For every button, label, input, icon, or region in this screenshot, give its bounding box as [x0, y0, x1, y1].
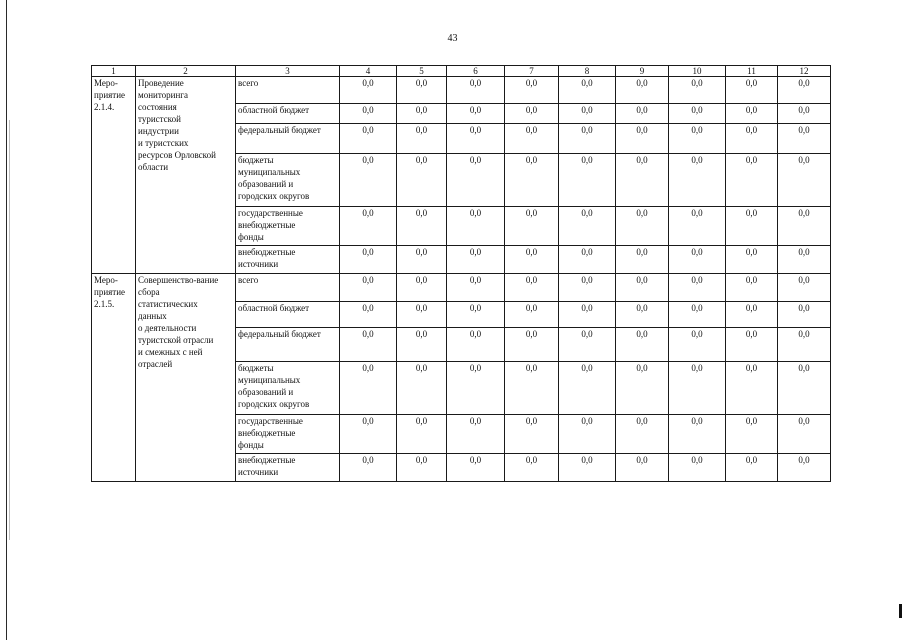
- funding-value: 0,0: [340, 246, 397, 274]
- funding-value: 0,0: [397, 207, 447, 246]
- funding-value: 0,0: [340, 124, 397, 154]
- column-header: 6: [447, 66, 505, 77]
- funding-value: 0,0: [726, 302, 778, 328]
- column-header: 1: [92, 66, 136, 77]
- funding-value: 0,0: [447, 104, 505, 124]
- funding-value: 0,0: [505, 77, 559, 104]
- funding-value: 0,0: [726, 328, 778, 362]
- funding-value: 0,0: [616, 274, 669, 302]
- funding-source: всего: [236, 274, 340, 302]
- funding-value: 0,0: [559, 274, 616, 302]
- funding-value: 0,0: [505, 246, 559, 274]
- funding-value: 0,0: [505, 362, 559, 415]
- funding-table: [91, 65, 831, 482]
- column-header: 8: [559, 66, 616, 77]
- column-header: 10: [669, 66, 726, 77]
- funding-value: 0,0: [778, 328, 831, 362]
- funding-value: 0,0: [447, 77, 505, 104]
- funding-value: 0,0: [726, 77, 778, 104]
- funding-value: 0,0: [397, 246, 447, 274]
- activity-code: Меро- приятие 2.1.4.: [92, 77, 136, 274]
- funding-value: 0,0: [447, 328, 505, 362]
- funding-value: 0,0: [559, 415, 616, 454]
- funding-value: 0,0: [616, 104, 669, 124]
- funding-value: 0,0: [447, 362, 505, 415]
- funding-value: 0,0: [669, 274, 726, 302]
- funding-value: 0,0: [616, 246, 669, 274]
- funding-value: 0,0: [616, 362, 669, 415]
- funding-value: 0,0: [340, 415, 397, 454]
- funding-value: 0,0: [397, 302, 447, 328]
- column-header: 9: [616, 66, 669, 77]
- funding-value: 0,0: [447, 154, 505, 207]
- funding-value: 0,0: [669, 302, 726, 328]
- funding-value: 0,0: [669, 454, 726, 482]
- funding-value: 0,0: [397, 454, 447, 482]
- funding-value: 0,0: [559, 207, 616, 246]
- funding-value: 0,0: [447, 415, 505, 454]
- funding-source: государственные внебюджетные фонды: [236, 415, 340, 454]
- funding-value: 0,0: [778, 104, 831, 124]
- funding-value: 0,0: [340, 77, 397, 104]
- funding-value: 0,0: [726, 124, 778, 154]
- funding-value: 0,0: [340, 207, 397, 246]
- column-header: 11: [726, 66, 778, 77]
- funding-source: областной бюджет: [236, 104, 340, 124]
- activity-name: Проведение мониторинга состояния туристской индустрии и туристских ресурсов Орловской области: [136, 77, 236, 274]
- funding-value: 0,0: [505, 104, 559, 124]
- funding-value: 0,0: [669, 124, 726, 154]
- funding-value: 0,0: [559, 362, 616, 415]
- funding-value: 0,0: [669, 415, 726, 454]
- column-header: 7: [505, 66, 559, 77]
- funding-value: 0,0: [505, 274, 559, 302]
- funding-value: 0,0: [447, 274, 505, 302]
- funding-value: 0,0: [559, 302, 616, 328]
- funding-value: 0,0: [616, 328, 669, 362]
- funding-source: бюджеты муниципальных образований и городских округов: [236, 154, 340, 207]
- funding-value: 0,0: [559, 454, 616, 482]
- funding-value: 0,0: [669, 246, 726, 274]
- page-binding-line: [6, 0, 7, 640]
- header-row: [92, 66, 831, 77]
- funding-value: 0,0: [778, 124, 831, 154]
- funding-value: 0,0: [397, 274, 447, 302]
- column-header: 4: [340, 66, 397, 77]
- funding-value: 0,0: [616, 302, 669, 328]
- funding-value: 0,0: [669, 362, 726, 415]
- funding-value: 0,0: [726, 246, 778, 274]
- funding-value: 0,0: [778, 246, 831, 274]
- funding-value: 0,0: [397, 154, 447, 207]
- funding-value: 0,0: [447, 246, 505, 274]
- funding-source: всего: [236, 77, 340, 104]
- column-header: 3: [236, 66, 340, 77]
- funding-value: 0,0: [505, 454, 559, 482]
- funding-source: федеральный бюджет: [236, 124, 340, 154]
- funding-value: 0,0: [778, 77, 831, 104]
- funding-value: 0,0: [726, 415, 778, 454]
- funding-value: 0,0: [616, 454, 669, 482]
- funding-value: 0,0: [669, 77, 726, 104]
- funding-value: 0,0: [447, 454, 505, 482]
- column-header: 2: [136, 66, 236, 77]
- funding-source: внебюджетные источники: [236, 454, 340, 482]
- column-header: 12: [778, 66, 831, 77]
- funding-value: 0,0: [778, 362, 831, 415]
- funding-value: 0,0: [340, 154, 397, 207]
- funding-value: 0,0: [616, 124, 669, 154]
- funding-value: 0,0: [505, 302, 559, 328]
- funding-value: 0,0: [397, 328, 447, 362]
- funding-value: 0,0: [397, 104, 447, 124]
- funding-value: 0,0: [397, 362, 447, 415]
- funding-value: 0,0: [778, 415, 831, 454]
- funding-value: 0,0: [340, 274, 397, 302]
- activity-code: Меро- приятие 2.1.5.: [92, 274, 136, 482]
- table-row: [92, 77, 831, 104]
- funding-source: бюджеты муниципальных образований и городских округов: [236, 362, 340, 415]
- funding-value: 0,0: [505, 124, 559, 154]
- funding-value: 0,0: [778, 302, 831, 328]
- funding-value: 0,0: [778, 207, 831, 246]
- funding-value: 0,0: [505, 154, 559, 207]
- table-body: [92, 77, 831, 482]
- funding-value: 0,0: [340, 454, 397, 482]
- activity-name: Совершенство-вание сбора статистических данных о деятельности туристской отрасли и смежных с ней отраслей: [136, 274, 236, 482]
- funding-value: 0,0: [726, 362, 778, 415]
- page-number: 43: [447, 33, 458, 44]
- funding-value: 0,0: [669, 207, 726, 246]
- funding-value: 0,0: [559, 328, 616, 362]
- funding-value: 0,0: [616, 415, 669, 454]
- funding-value: 0,0: [559, 124, 616, 154]
- funding-value: 0,0: [397, 124, 447, 154]
- funding-source: областной бюджет: [236, 302, 340, 328]
- scan-edge-mark: [899, 604, 902, 618]
- funding-value: 0,0: [340, 302, 397, 328]
- funding-value: 0,0: [616, 154, 669, 207]
- funding-value: 0,0: [447, 302, 505, 328]
- funding-value: 0,0: [616, 77, 669, 104]
- funding-source: внебюджетные источники: [236, 246, 340, 274]
- funding-value: 0,0: [397, 415, 447, 454]
- funding-value: 0,0: [559, 77, 616, 104]
- column-header: 5: [397, 66, 447, 77]
- funding-value: 0,0: [559, 246, 616, 274]
- funding-value: 0,0: [447, 124, 505, 154]
- funding-value: 0,0: [778, 454, 831, 482]
- funding-value: 0,0: [726, 274, 778, 302]
- table-row: [92, 274, 831, 302]
- funding-value: 0,0: [726, 104, 778, 124]
- funding-value: 0,0: [505, 415, 559, 454]
- funding-value: 0,0: [669, 104, 726, 124]
- funding-value: 0,0: [397, 77, 447, 104]
- funding-source: федеральный бюджет: [236, 328, 340, 362]
- funding-value: 0,0: [778, 154, 831, 207]
- funding-value: 0,0: [726, 454, 778, 482]
- funding-value: 0,0: [340, 328, 397, 362]
- funding-value: 0,0: [616, 207, 669, 246]
- funding-value: 0,0: [778, 274, 831, 302]
- page-scan-shadow: [9, 120, 10, 540]
- funding-value: 0,0: [559, 104, 616, 124]
- funding-value: 0,0: [505, 207, 559, 246]
- funding-value: 0,0: [669, 154, 726, 207]
- funding-value: 0,0: [447, 207, 505, 246]
- funding-value: 0,0: [669, 328, 726, 362]
- funding-value: 0,0: [726, 207, 778, 246]
- funding-value: 0,0: [726, 154, 778, 207]
- funding-value: 0,0: [340, 362, 397, 415]
- funding-value: 0,0: [340, 104, 397, 124]
- funding-source: государственные внебюджетные фонды: [236, 207, 340, 246]
- funding-value: 0,0: [559, 154, 616, 207]
- funding-value: 0,0: [505, 328, 559, 362]
